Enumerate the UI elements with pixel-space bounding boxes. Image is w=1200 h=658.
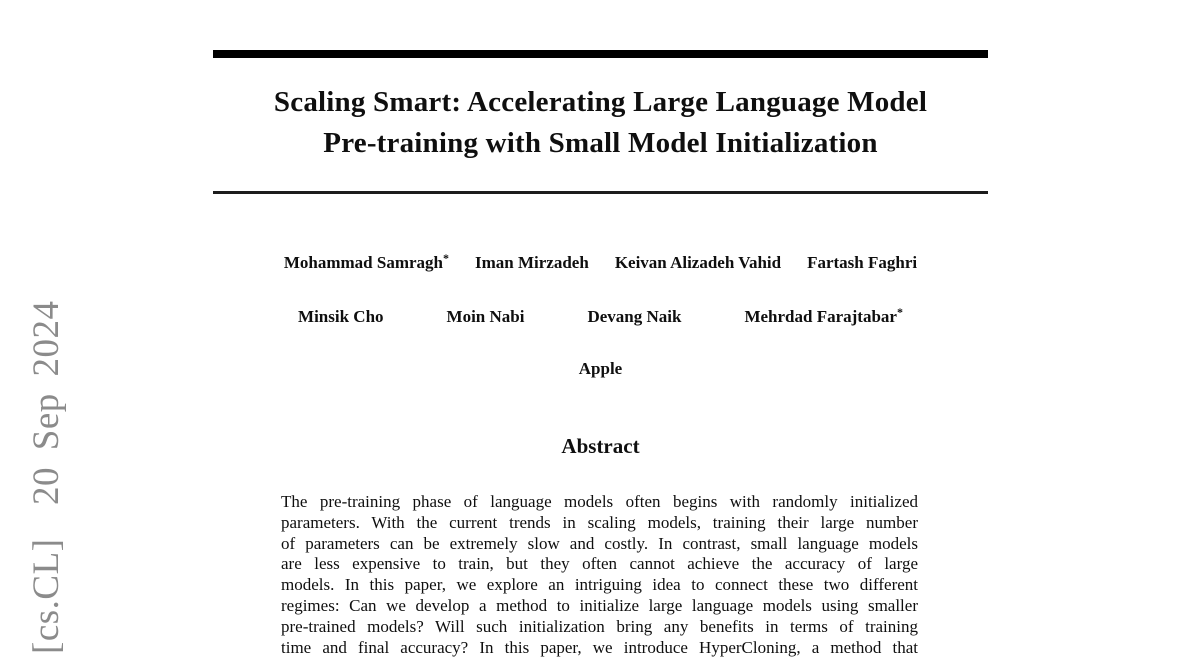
abstract-line: pre-trained models? Will such initialization bring any benefits in terms of training — [281, 616, 918, 636]
author — [284, 248, 449, 273]
paper-title — [188, 82, 1013, 164]
author-name: Keivan Alizadeh Vahid — [614, 253, 782, 272]
abstract-line: time and final accuracy? In this paper, we introduce HyperCloning, a method that — [281, 637, 918, 657]
abstract-line: of parameters can be extremely slow and costly. In contrast, small language models — [281, 533, 918, 553]
author-name: Fartash Faghri — [807, 253, 918, 272]
authors-row-2 — [213, 302, 988, 327]
author-name: Mohammad Samragh — [283, 253, 444, 272]
author — [615, 248, 781, 273]
author — [587, 302, 681, 327]
abstract-body — [281, 492, 918, 658]
author — [298, 302, 384, 327]
affiliation: Apple — [578, 359, 623, 378]
abstract-line: regimes: Can we develop a method to initialize large language models using smaller — [281, 595, 918, 615]
abstract-line: parameters. With the current trends in scaling models, training their large number — [281, 512, 918, 532]
title-bottom-rule — [213, 191, 988, 194]
author — [447, 302, 525, 327]
author-footnote-mark: * — [443, 251, 450, 265]
abstract-line: models. In this paper, we explore an intriguing idea to connect these two different — [281, 575, 918, 595]
abstract-heading: Abstract — [561, 434, 640, 458]
abstract-line: The pre-training phase of language models often begins with randomly initialized — [281, 492, 918, 511]
author-name: Iman Mirzadeh — [475, 253, 589, 272]
author-name: Mehrdad Farajtabar — [744, 307, 897, 326]
authors-row-1 — [213, 248, 988, 273]
author-name: Devang Naik — [587, 307, 682, 326]
title-top-rule — [213, 50, 988, 58]
author — [744, 302, 903, 327]
author — [475, 248, 589, 273]
author — [807, 248, 917, 273]
abstract-line: are less expensive to train, but they often cannot achieve the accuracy of large — [281, 554, 918, 574]
paper-title-line2: Pre-training with Small Model Initialization — [323, 127, 878, 159]
author-name: Moin Nabi — [446, 307, 525, 326]
author-footnote-mark: * — [896, 305, 903, 319]
author-name: Minsik Cho — [298, 307, 384, 326]
arxiv-sidebar-watermark: [cs.CL] 20 Sep 2024 — [26, 300, 67, 654]
paper-title-line1: Scaling Smart: Accelerating Large Language Model — [273, 86, 928, 118]
